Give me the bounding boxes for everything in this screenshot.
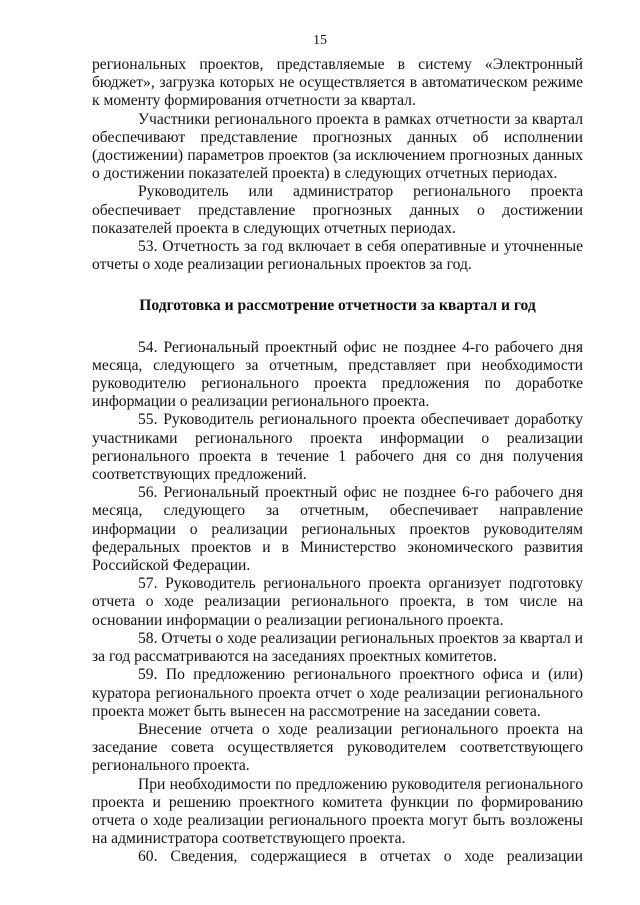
- section-heading: Подготовка и рассмотрение отчетности за квартал и год: [139, 297, 536, 315]
- paragraph-59: 59. По предложению регионального проектного офиса и (или) куратора регионального проекта отчет о ходе реализации регионального проекта может быть вынесен на рассмотрение на заседании совета.: [92, 666, 583, 720]
- paragraph-59-delegation: При необходимости по предложению руководителя регионального проекта и решению проектного комитета функции по формированию отчета о ходе реализации регионального проекта могут быть возложены на администратора соответствующего проекта.: [92, 775, 583, 848]
- paragraph-59-submission: Внесение отчета о ходе реализации регионального проекта на заседание совета осуществляется руководителем соответствующего регионального проекта.: [92, 720, 583, 775]
- paragraph-56: 56. Региональный проектный офис не позднее 6-го рабочего дня месяца, следующего за отчетным, обеспечивает направление информации о реализации региональных проектов руководителям федеральных проектов и в Министерство экономического развития Российской Федерации.: [92, 484, 583, 575]
- paragraph-54: 54. Региональный проектный офис не позднее 4-го рабочего дня месяца, следующего за отчетным, представляет при необходимости руководителю регионального проекта предложения по доработке информации о реализации регионального проекта.: [92, 338, 583, 411]
- paragraph-continuation: региональных проектов, представляемые в систему «Электронный бюджет», загрузка которых не осуществляется в автоматическом режиме к моменту формирования отчетности за квартал.: [92, 56, 583, 110]
- paragraph-58: 58. Отчеты о ходе реализации региональных проектов за квартал и за год рассматриваются на заседаниях проектных комитетов.: [92, 629, 584, 666]
- paragraph-55: 55. Руководитель регионального проекта обеспечивает доработку участниками регионального проекта информации о реализации регионального проекта в течение 1 рабочего дня со дня получения соответствующих предложений.: [92, 411, 583, 484]
- paragraph-60: 60. Сведения, содержащиеся в отчетах о ходе реализации: [138, 848, 583, 866]
- document-body: [92, 56, 583, 867]
- page-number: 15: [313, 33, 327, 48]
- paragraph-participants-forecast: Участники регионального проекта в рамках отчетности за квартал обеспечивают представление прогнозных данных об исполнении (достижении) параметров проектов (за исключением прогнозных данных о достижении показателей проекта) в следующих отчетных периодах.: [92, 110, 583, 183]
- paragraph-53: 53. Отчетность за год включает в себя оперативные и уточненные отчеты о ходе реализации региональных проектов за год.: [92, 238, 583, 274]
- paragraph-57: 57. Руководитель регионального проекта организует подготовку отчета о ходе реализации регионального проекта, в том числе на основании информации о реализации регионального проекта.: [92, 575, 583, 629]
- paragraph-head-forecast: Руководитель или администратор регионального проекта обеспечивает представление прогнозных данных о достижении показателей проекта в следующих отчетных периодах.: [92, 183, 583, 237]
